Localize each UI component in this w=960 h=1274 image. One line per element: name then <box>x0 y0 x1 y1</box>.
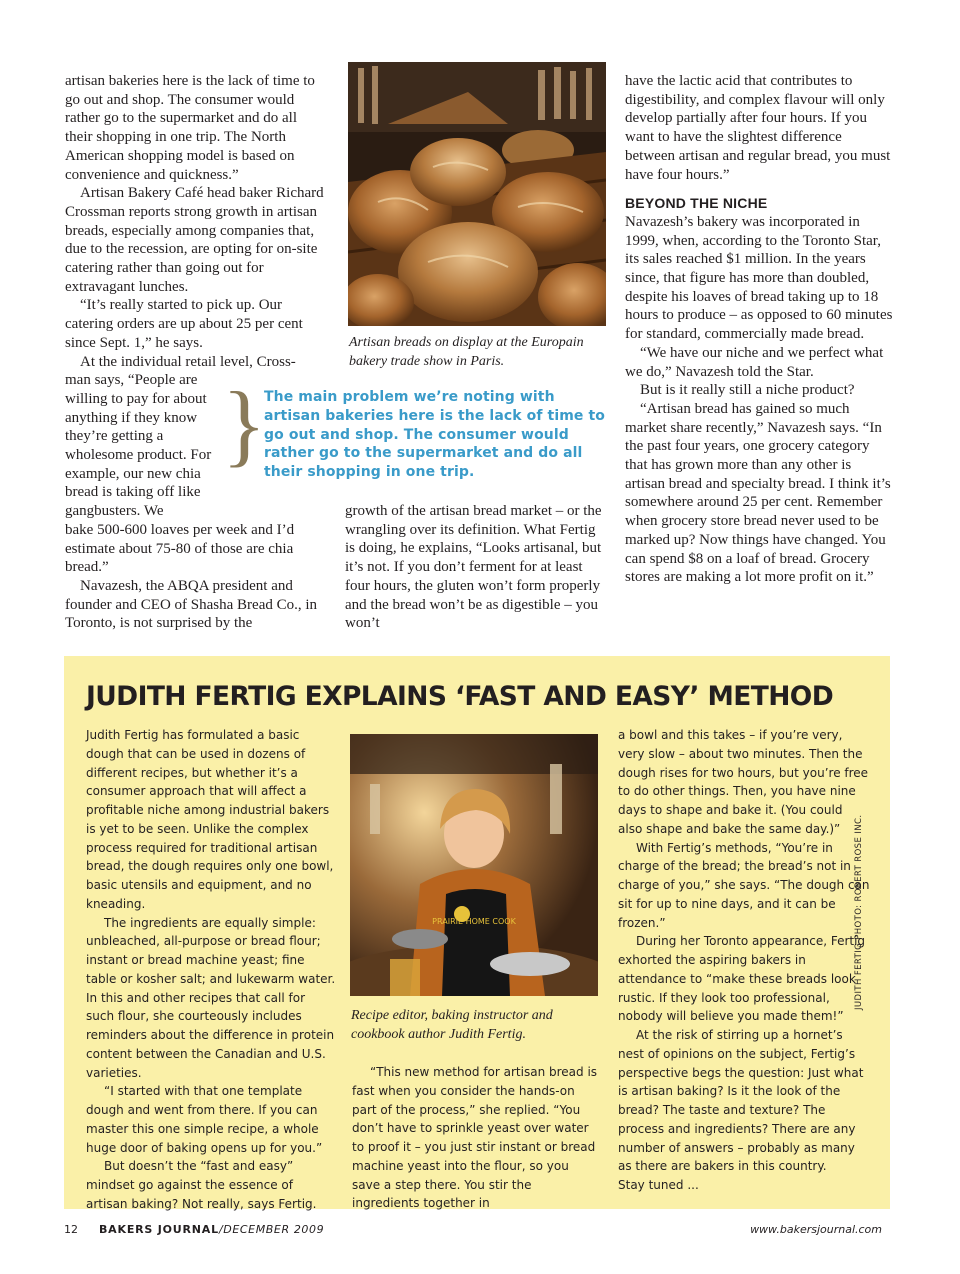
paragraph: Navazesh, the ABQA president and founder and CEO of Shasha Bread Co., in Toronto, is not surprised by the <box>65 577 318 632</box>
paragraph: a bowl and this takes – if you’re very, very slow – about two minutes. Then the dough rises for two hours, but you’re free to do other things. Then, you have nine days to shape and bake it. (You could also shape and bake the same day.)” <box>618 728 869 836</box>
pull-quote: The main problem we’re noting with artisan bakeries here is the lack of time to go out and shop. The consumer would rather go to the supermarket and do all their shopping in one trip. <box>264 389 606 481</box>
paragraph: At the individual retail level, Cross- <box>80 353 296 370</box>
sidebar-headline: JUDITH FERTIG EXPLAINS ‘FAST AND EASY’ METHOD <box>86 681 834 712</box>
paragraph: “We have our niche and we perfect what we do,” Navazesh told the Star. <box>625 344 884 380</box>
article-column-3 <box>625 72 893 587</box>
paragraph: artisan bakeries here is the lack of time to go out and shop. The consumer would rather go to the supermarket and do all their shopping in one trip. The North American shopping model is based on convenience and quickness.” <box>65 73 315 183</box>
paragraph: Stay tuned ... <box>618 1178 699 1192</box>
paragraph: “It’s really started to pick up. Our catering orders are up about 25 per cent since Sept. 1,” he says. <box>65 297 303 351</box>
sidebar-column-2 <box>352 1063 600 1213</box>
subhead: BEYOND THE NICHE <box>625 195 768 212</box>
artisan-bread-photo <box>348 62 606 326</box>
brace-ornament: } <box>222 373 267 475</box>
paragraph: “I started with that one template dough and went from there. If you can master this one simple recipe, a whole huge door of baking opens up for you.” <box>86 1084 323 1155</box>
issue-date: /DECEMBER 2009 <box>218 1223 325 1236</box>
publication-name: BAKERS JOURNAL <box>99 1223 219 1236</box>
page-number: 12 <box>64 1223 78 1236</box>
article-column-1 <box>65 72 327 633</box>
paragraph: “This new method for artisan bread is fast when you consider the hands-on part of the process,” she replied. “You don’t have to sprinkle yeast over water to proof it – you just stir instant or bread machine yeast into the flour, so you save a step there. You stir the ingredients together in <box>352 1065 598 1211</box>
sidebar-column-3 <box>618 726 870 1195</box>
paragraph: bake 500-600 loaves per week and I’d estimate about 75-80 of those are chia bread.” <box>65 521 295 576</box>
paragraph: The ingredients are equally simple: unbleached, all-purpose or bread flour; instant or bread machine yeast; fine table or kosher salt; and lukewarm water. In this and other recipes that call for such flour, she courteously includes reminders about the difference in protein content between the Canadian and U.S. varieties. <box>86 915 336 1080</box>
paragraph: But doesn’t the “fast and easy” mindset go against the essence of artisan baking? Not really, says Fertig. <box>86 1159 317 1211</box>
paragraph: But is it really still a niche product? <box>640 382 855 399</box>
sidebar-column-1 <box>86 726 336 1214</box>
sidebar-box <box>64 656 890 1209</box>
paragraph: Navazesh’s bakery was incorporated in 1999, when, according to the Toronto Star, its sales reached $1 million. In the years since, that figure has more than doubled, despite his loaves of bread taking up to 18 hours to produce – as opposed to 60 minutes for standard, commercially made bread. <box>625 213 893 343</box>
photo-credit: JUDITH FERTIG PHOTO: ROBERT ROSE INC. <box>854 814 864 1010</box>
paragraph: Judith Fertig has formulated a basic dough that can be used in dozens of different recipes, but whether it’s a consumer approach that will affect a profitable niche among industrial bakers is yet to be seen. Unlike the complex process required for traditional artisan bread, the dough requires only one bowl, basic utensils and equipment, and no kneading. <box>86 728 334 911</box>
footer-url: www.bakersjournal.com <box>750 1223 882 1236</box>
judith-fertig-photo <box>350 734 598 996</box>
photo-caption: Artisan breads on display at the Europain bakery trade show in Paris. <box>349 335 584 369</box>
article-column-2 <box>345 502 607 633</box>
paragraph: man says, “People are willing to pay for about anything if they know they’re getting a wholesome product. For example, our new chia bread is taking off like gangbusters. We <box>65 372 212 520</box>
paragraph: growth of the artisan bread market – or the wrangling over its definition. What Fertig is doing, he explains, “Looks artisanal, but it’s not. If you don’t ferment for at least four hours, the gluten won’t form properly and the bread won’t be as digestible – you won’t <box>345 503 602 632</box>
paragraph: With Fertig’s methods, “You’re in charge of the bread; the bread’s not in charge of you,” she says. “The dough can sit for up to nine days, and it can be frozen.” <box>618 840 870 930</box>
sidebar-photo-caption: Recipe editor, baking instructor and cookbook author Judith Fertig. <box>351 1008 553 1042</box>
paragraph: At the risk of stirring up a hornet’s nest of opinions on the subject, Fertig’s perspective begs the question: Just what is artisan baking? Is it the look of the bread? The taste and texture? The process and ingredients? There are any number of answers – probably as many as there are bakers in this country. <box>618 1028 864 1174</box>
paragraph: “Artisan bread has gained so much market share recently,” Navazesh says. “In the past four years, one grocery category that has grown more than any other is artisan bread and specialty bread. I think it’s somewhere around 25 per cent. Remember when grocery store bread never used to be marked up? Now things have changed. You can spend $8 on a loaf of bread. Grocery stores are making a lot more profit on it.” <box>625 400 891 586</box>
page-footer <box>64 1223 324 1236</box>
paragraph: have the lactic acid that contributes to digestibility, and complex flavour will only develop partially after four hours. If you want to have the slightest difference between artisan and regular bread, you must have four hours.” <box>625 73 891 183</box>
apron-text: PRAIRIE HOME COOK <box>432 917 516 926</box>
paragraph: Artisan Bakery Café head baker Richard Crossman reports strong growth in artisan breads, especially among companies that, due to the recession, are opting for on-site catering rather than going out for extravagant lunches. <box>65 185 324 295</box>
paragraph: During her Toronto appearance, Fertig exhorted the aspiring bakers in attendance to “make these breads look rustic. If they look too professional, nobody will believe you made them!” <box>618 934 866 1024</box>
